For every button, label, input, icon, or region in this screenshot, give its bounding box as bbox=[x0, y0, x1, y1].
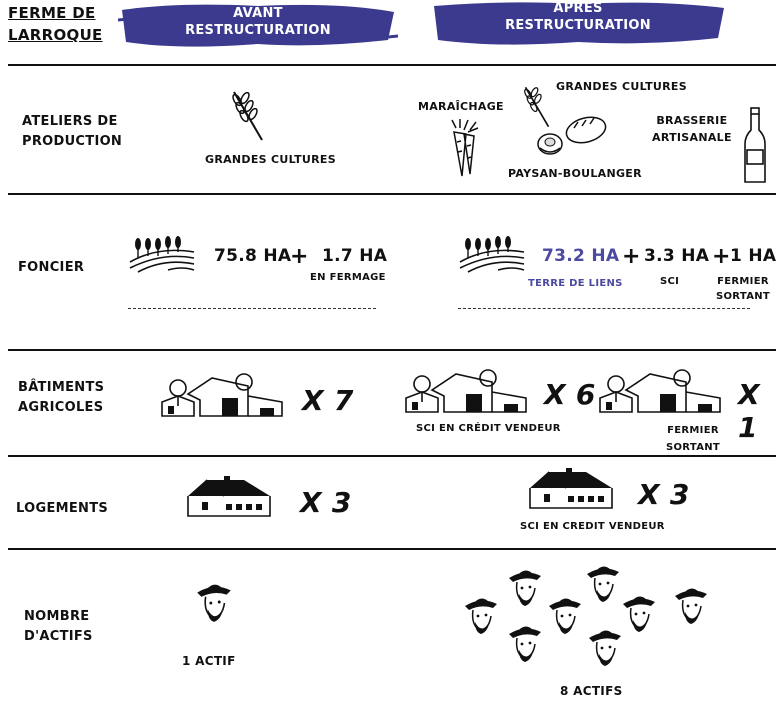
ateliers-before-label: GRANDES CULTURES bbox=[205, 153, 336, 166]
farm-building-icon bbox=[598, 368, 722, 416]
farm-title bbox=[8, 2, 108, 46]
farmer-icon bbox=[672, 584, 710, 626]
farm-building-icon bbox=[404, 368, 528, 416]
banner-after bbox=[428, 0, 728, 50]
row-label-logements: LOGEMENTS bbox=[16, 501, 109, 516]
house-icon bbox=[526, 468, 616, 512]
ateliers-grandes-cultures-after-label: GRANDES CULTURES bbox=[556, 80, 687, 93]
land-trees-icon bbox=[458, 236, 528, 274]
farmer-icon bbox=[586, 626, 624, 668]
foncier-after-second-note: SCI bbox=[660, 276, 680, 287]
batiments-after-note1: SCI EN CRÉDIT VENDEUR bbox=[416, 423, 561, 434]
farmer-icon bbox=[506, 622, 544, 664]
actifs-before-label: 1 ACTIF bbox=[182, 654, 236, 668]
batiments-before-count: X 7 bbox=[302, 384, 354, 417]
farm-title-line2: LARROQUE bbox=[8, 26, 103, 44]
logements-after-note: SCI EN CREDIT VENDEUR bbox=[520, 521, 665, 532]
banner-after-line2: RESTRUCTURATION bbox=[505, 18, 651, 33]
actifs-after-label: 8 ACTIFS bbox=[560, 684, 623, 698]
foncier-after-plus1: + bbox=[622, 244, 641, 269]
batiments-after-count2: X 1 bbox=[738, 378, 760, 444]
farmer-icon bbox=[620, 592, 658, 634]
farm-building-icon bbox=[160, 372, 284, 420]
row-label-batiments: BÂTIMENTS AGRICOLES bbox=[18, 380, 105, 415]
batiments-after-count1: X 6 bbox=[544, 378, 596, 411]
foncier-before-plus: + bbox=[290, 244, 309, 269]
logements-after-count: X 3 bbox=[638, 478, 690, 511]
banner-before-line2: RESTRUCTURATION bbox=[185, 23, 331, 38]
house-icon bbox=[184, 476, 274, 520]
carrots-icon bbox=[446, 118, 482, 180]
foncier-after-dash bbox=[458, 308, 750, 309]
foncier-before-dash bbox=[128, 308, 376, 309]
beer-bottle-icon bbox=[742, 106, 768, 186]
ateliers-brasserie-label: BRASSERIE ARTISANALE bbox=[652, 114, 732, 144]
row-label-actifs: NOMBRE D'ACTIFS bbox=[24, 609, 93, 644]
logements-before-count: X 3 bbox=[300, 486, 352, 519]
bread-icon bbox=[534, 112, 610, 160]
divider-3 bbox=[8, 349, 776, 351]
batiments-after-note2: FERMIER SORTANT bbox=[666, 425, 721, 453]
foncier-before-second-note: EN FERMAGE bbox=[310, 272, 386, 283]
divider-1 bbox=[8, 64, 776, 66]
farmer-icon bbox=[546, 594, 584, 636]
foncier-after-second: 3.3 HA bbox=[644, 246, 710, 266]
farm-title-line1: FERME DE bbox=[8, 4, 96, 22]
farmer-icon bbox=[584, 562, 622, 604]
farmer-icon bbox=[506, 566, 544, 608]
ateliers-maraichage-label: MARAÎCHAGE bbox=[418, 100, 504, 113]
ateliers-paysan-label: PAYSAN-BOULANGER bbox=[508, 167, 642, 180]
banner-before-line1: AVANT bbox=[233, 6, 283, 21]
foncier-after-third: 1 HA bbox=[730, 246, 777, 266]
foncier-before-main: 75.8 HA bbox=[214, 246, 292, 266]
banner-before bbox=[118, 0, 398, 50]
row-label-ateliers: ATELIERS DE PRODUCTION bbox=[22, 114, 123, 149]
wheat-icon bbox=[228, 88, 268, 144]
divider-4 bbox=[8, 455, 776, 457]
land-trees-icon bbox=[128, 236, 198, 274]
banner-after-line1: APRÈS bbox=[553, 1, 603, 16]
foncier-after-main-note: TERRE DE LIENS bbox=[528, 278, 623, 289]
divider-2 bbox=[8, 193, 776, 195]
foncier-after-third-note: FERMIER SORTANT bbox=[716, 276, 771, 302]
foncier-after-plus2: + bbox=[712, 244, 731, 269]
farmer-icon bbox=[194, 580, 234, 624]
divider-5 bbox=[8, 548, 776, 550]
farmer-icon bbox=[462, 594, 500, 636]
foncier-after-main: 73.2 HA bbox=[542, 246, 620, 266]
foncier-before-second: 1.7 HA bbox=[322, 246, 388, 266]
row-label-foncier: FONCIER bbox=[18, 260, 85, 275]
